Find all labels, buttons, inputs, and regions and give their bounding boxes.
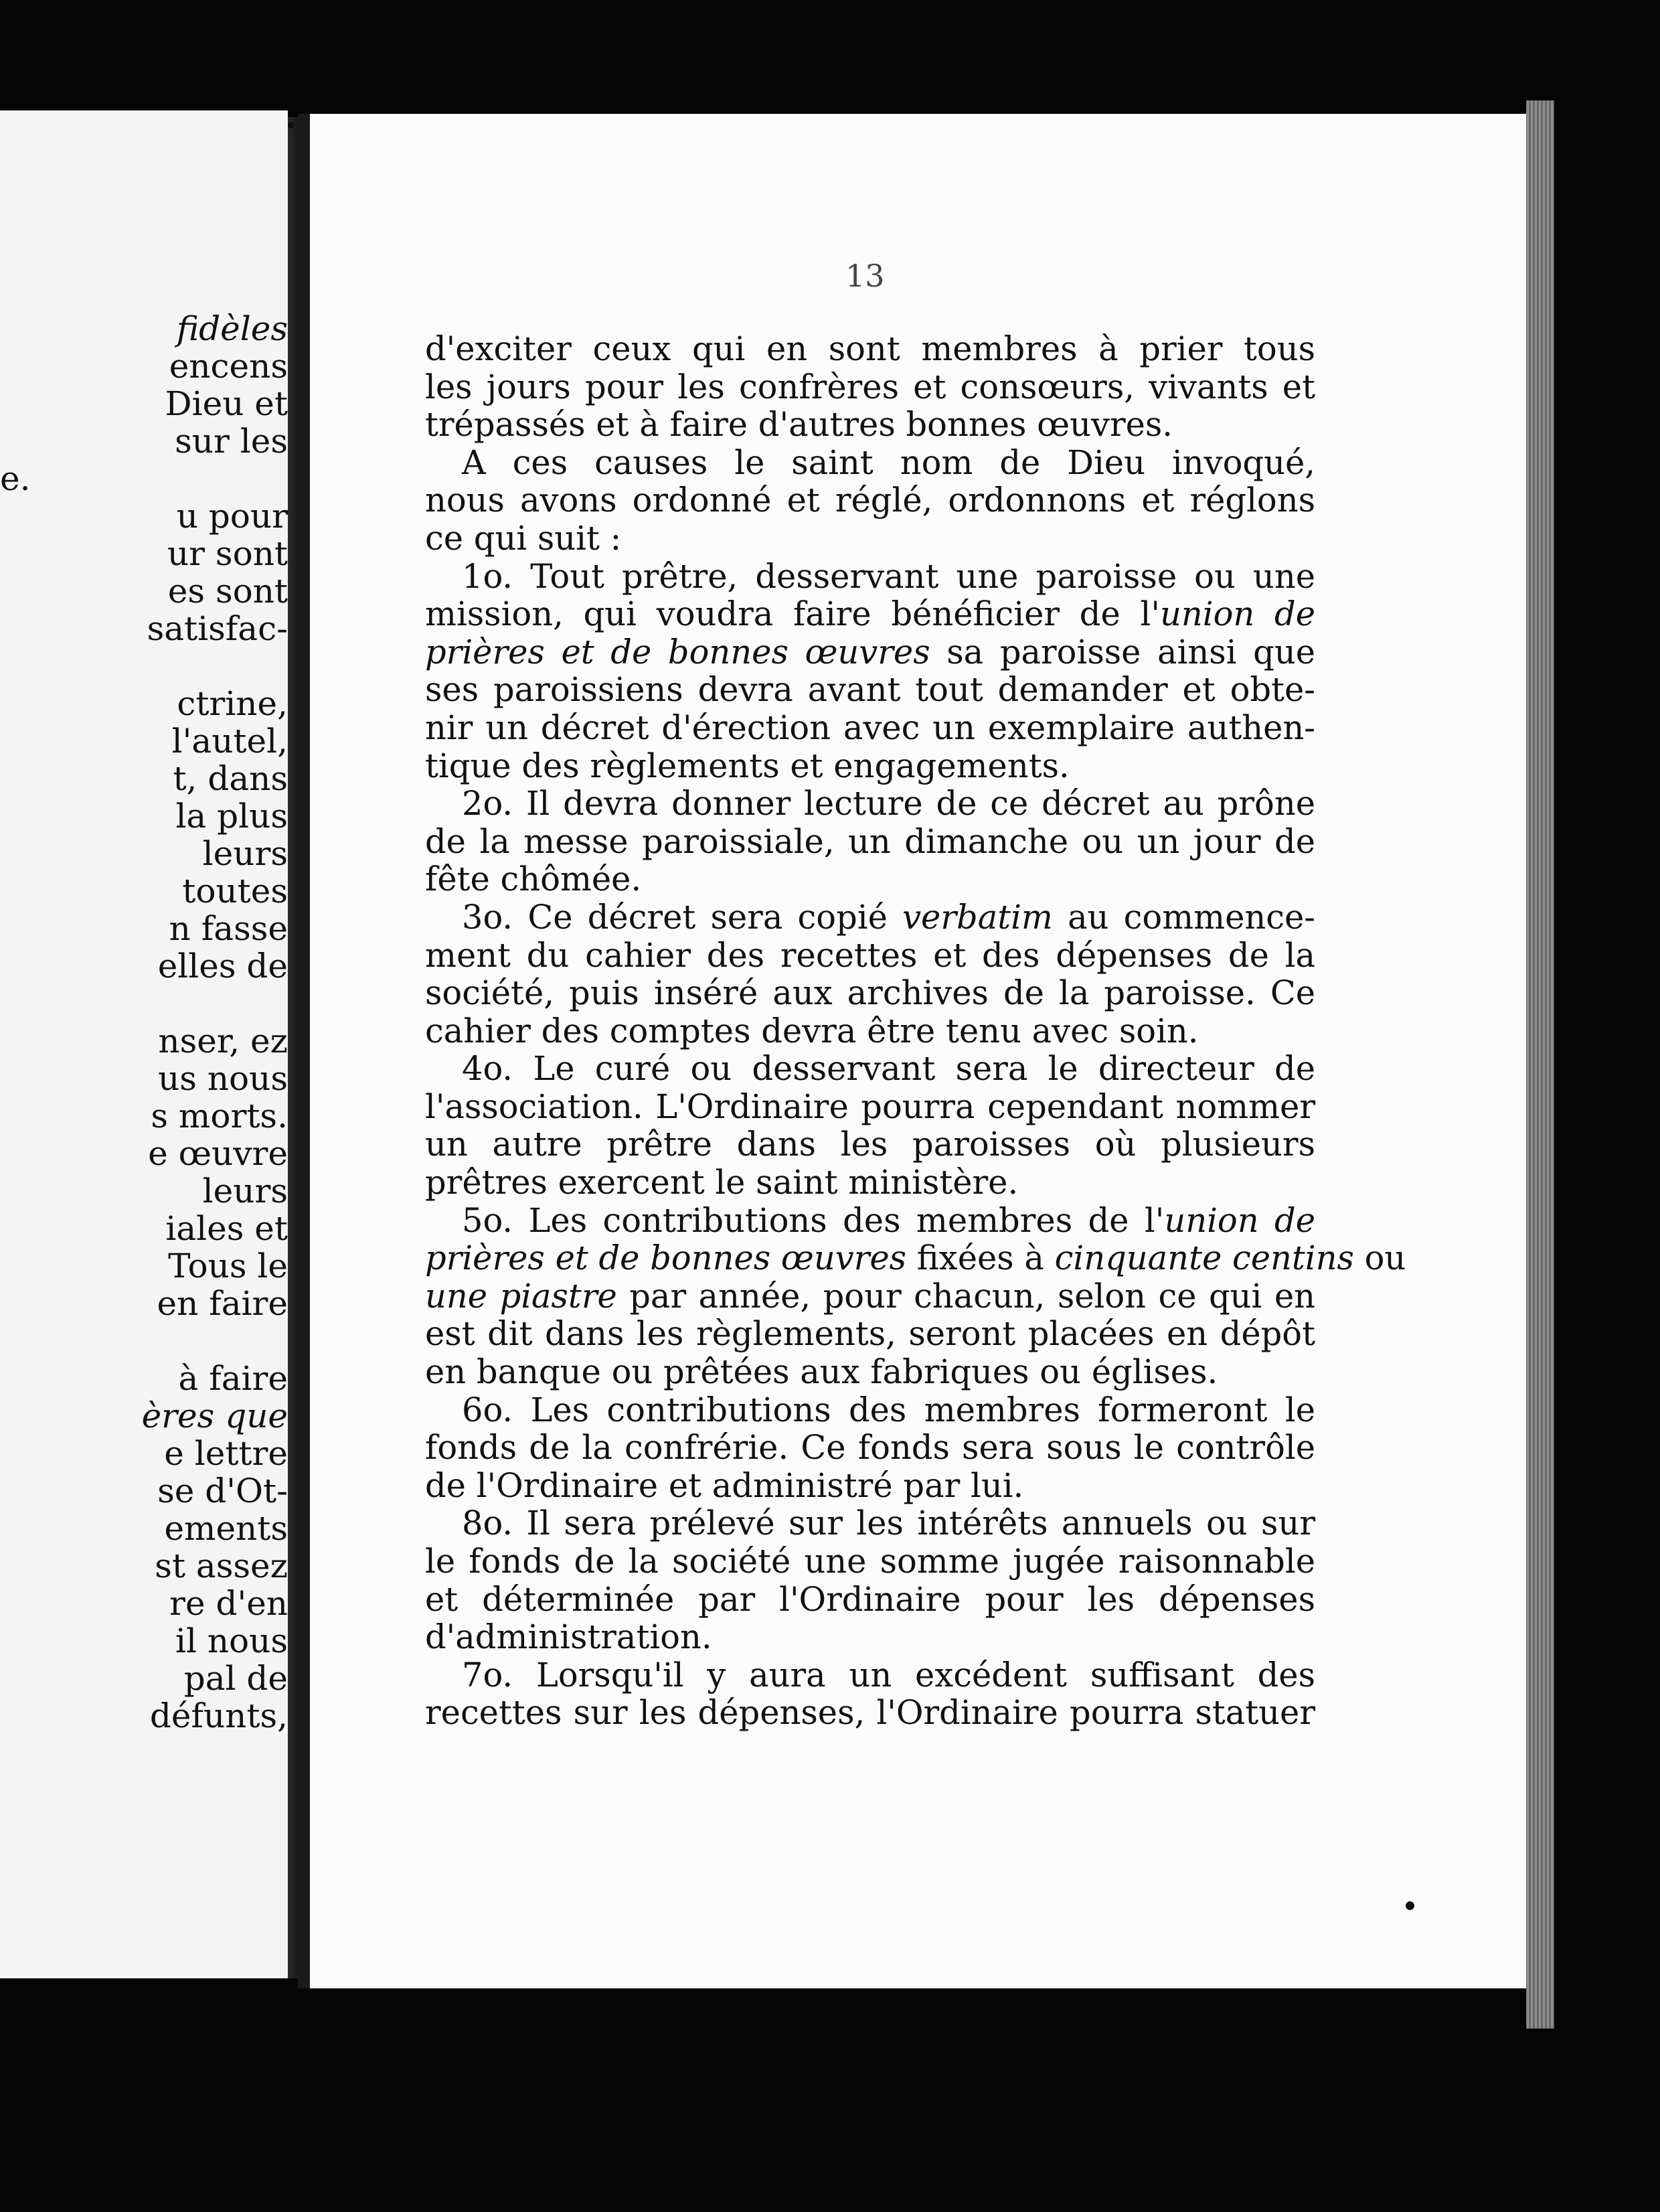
left-page-line: toutes — [182, 872, 288, 911]
italic-run: union de — [1159, 595, 1315, 634]
page-number: 13 — [845, 258, 885, 294]
left-page-line: défunts, — [149, 1696, 288, 1735]
text-line: de l'Ordinaire et administré par lui. — [425, 1466, 1024, 1505]
text-line: d'administration. — [425, 1617, 712, 1657]
left-page-line: t, dans — [173, 759, 288, 798]
left-page-line: l'autel, — [171, 722, 288, 761]
left-page-line: ctrine, — [177, 684, 288, 723]
left-page-line: Tous le — [168, 1247, 288, 1285]
italic-run: prières et de bonnes œuvres — [425, 632, 930, 672]
left-page-line: ères que — [141, 1397, 288, 1435]
text-run: par année, pour chacun, selon ce qui en — [616, 1276, 1315, 1316]
italic-run: prières et de bonnes œuvres — [425, 1239, 907, 1278]
left-page-line: elles de — [157, 947, 288, 985]
text-line: A ces causes le saint nom de Dieu invoqué, — [462, 443, 1315, 482]
text-run: fixées à — [906, 1239, 1055, 1278]
text-line: prêtres exercent le saint ministère. — [425, 1163, 1019, 1202]
text-line: ses paroissiens devra avant tout demander et obte- — [425, 670, 1315, 710]
left-page-line: en faire — [157, 1284, 288, 1323]
text-line — [425, 595, 1315, 633]
text-line: société, puis inséré aux archives de la paroisse. Ce — [425, 973, 1315, 1013]
text-line — [425, 1202, 1315, 1240]
text-line: tique des règlements et engagements. — [425, 746, 1070, 785]
text-line: de la messe paroissiale, un dimanche ou un jour de — [425, 821, 1315, 861]
left-page-line: satisfac- — [147, 609, 288, 648]
left-page — [0, 110, 288, 1978]
text-run: ou — [1353, 1239, 1406, 1278]
text-line — [425, 1277, 1315, 1316]
text-line — [425, 898, 1315, 937]
left-page-line: pal de — [183, 1659, 288, 1698]
body-text — [425, 329, 1406, 1733]
left-page-line: leurs — [202, 1172, 288, 1210]
italic-run: union de — [1164, 1200, 1315, 1240]
text-run: mission, qui voudra faire bénéficier de l' — [425, 595, 1160, 634]
text-line: le fonds de la société une somme jugée raisonnable — [425, 1542, 1315, 1581]
italic-run: une piastre — [425, 1276, 617, 1316]
text-line: 1o. Tout prêtre, desservant une paroisse ou une — [462, 556, 1315, 596]
text-line: 8o. Il sera prélevé sur les intérêts annuels ou sur — [462, 1504, 1315, 1543]
text-line: l'association. L'Ordinaire pourra cependant nommer — [425, 1087, 1315, 1126]
text-run: 5o. Les contributions des membres de l' — [462, 1200, 1165, 1240]
left-page-line: s morts. — [151, 1097, 288, 1135]
text-line: trépassés et à faire d'autres bonnes œuvres. — [425, 405, 1173, 445]
left-page-line: us nous — [158, 1059, 288, 1098]
left-page-line: se d'Ot- — [157, 1472, 288, 1510]
left-page-line: e œuvre — [148, 1134, 288, 1173]
text-line: fête chômée. — [425, 860, 642, 899]
left-page-line: es sont — [167, 572, 288, 611]
text-line: un autre prêtre dans les paroisses où plusieurs — [425, 1125, 1315, 1164]
text-run: au commence- — [1052, 897, 1315, 937]
text-line: 2o. Il devra donner lecture de ce décret au prône — [462, 784, 1315, 823]
text-line: nir un décret d'érection avec un exemplaire authen- — [425, 708, 1315, 747]
text-line: 6o. Les contributions des membres formeront le — [462, 1390, 1315, 1429]
left-page-line: fidèles — [176, 309, 288, 348]
text-line — [425, 633, 1315, 672]
italic-run: cinquante centins — [1054, 1239, 1354, 1278]
left-page-line: iales et — [165, 1209, 288, 1248]
left-page-line: nser, ez — [158, 1022, 288, 1060]
left-page-line: il nous — [175, 1622, 288, 1660]
left-page-line: n fasse — [169, 909, 288, 948]
left-page-line: Dieu et — [165, 384, 288, 423]
text-line: est dit dans les règlements, seront placées en dépôt — [425, 1314, 1315, 1354]
speck-mark — [1406, 1901, 1414, 1910]
text-line: fonds de la confrérie. Ce fonds sera sous le contrôle — [425, 1428, 1315, 1468]
text-line: recettes sur les dépenses, l'Ordinaire pourra statuer — [425, 1693, 1315, 1733]
text-line: en banque ou prêtées aux fabriques ou églises. — [425, 1352, 1218, 1392]
left-page-line: à faire — [178, 1359, 288, 1398]
left-page-line: re d'en — [169, 1584, 288, 1623]
text-run: sa paroisse ainsi que — [930, 632, 1316, 672]
text-line: 4o. Le curé ou desservant sera le directeur de — [462, 1049, 1315, 1089]
text-line: cahier des comptes devra être tenu avec soin. — [425, 1011, 1199, 1050]
text-line: ce qui suit : — [425, 518, 622, 558]
text-line: les jours pour les confrères et consœurs, vivants et — [425, 367, 1315, 406]
page-edge-stack — [1526, 100, 1554, 2029]
text-line: 7o. Lorsqu'il y aura un excédent suffisant des — [462, 1655, 1315, 1694]
speck-mark — [288, 122, 295, 129]
left-page-line: la plus — [175, 797, 288, 836]
text-line: nous avons ordonné et réglé, ordonnons et réglons — [425, 481, 1315, 520]
left-page-line: u pour — [176, 497, 288, 536]
left-page-line: e lettre — [164, 1434, 288, 1473]
text-line: ment du cahier des recettes et des dépenses de la — [425, 935, 1315, 975]
text-run: 3o. Ce décret sera copié — [462, 897, 903, 937]
left-page-line: sur les — [175, 422, 288, 461]
left-page-line: st assez — [155, 1547, 288, 1585]
left-page-line: leurs — [202, 834, 288, 873]
left-page-line: e. — [0, 459, 31, 498]
italic-run: verbatim — [902, 897, 1053, 937]
text-line: et déterminée par l'Ordinaire pour les dépenses — [425, 1579, 1315, 1619]
left-page-line: encens — [169, 347, 288, 386]
text-line: d'exciter ceux qui en sont membres à prier tous — [425, 329, 1315, 368]
left-page-line: ur sont — [167, 534, 288, 573]
left-page-line: ements — [164, 1509, 288, 1548]
text-line — [425, 1239, 1406, 1278]
